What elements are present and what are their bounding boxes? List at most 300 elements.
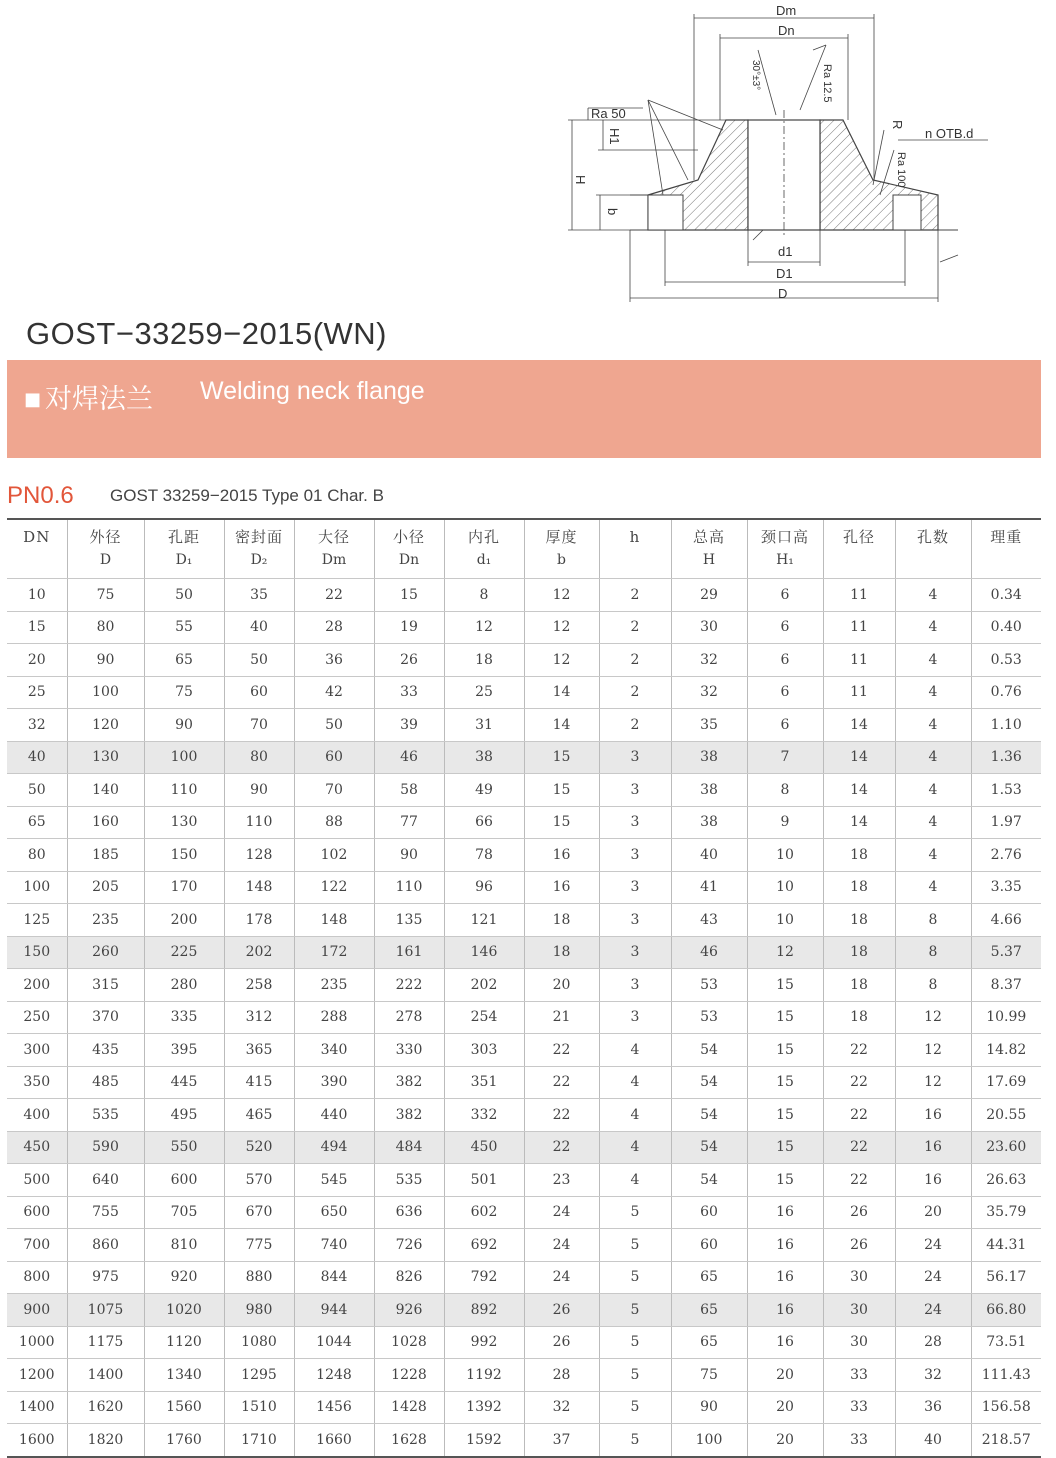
table-cell: 185 (67, 839, 144, 872)
table-cell: 22 (294, 579, 374, 612)
dimension-table (7, 518, 1041, 1458)
table-cell: 22 (823, 1099, 895, 1132)
column-header-symbol: H (702, 552, 716, 568)
table-cell: 520 (224, 1131, 294, 1164)
table-cell: 26 (374, 644, 444, 677)
table-cell: 60 (224, 676, 294, 709)
label-dm: Dm (776, 3, 797, 18)
table-cell: 4 (895, 644, 971, 677)
table-cell: 14 (823, 774, 895, 807)
table-cell: 8 (444, 579, 524, 612)
table-cell: 1080 (224, 1326, 294, 1359)
flange-section (630, 110, 958, 235)
table-cell: 24 (895, 1261, 971, 1294)
table-cell: 161 (374, 936, 444, 969)
table-cell: 1456 (294, 1391, 374, 1424)
table-cell: 2 (599, 709, 671, 742)
column-header (294, 519, 374, 579)
column-header (524, 519, 599, 579)
table-cell: 15 (524, 806, 599, 839)
table-cell: 3 (599, 969, 671, 1002)
table-cell: 335 (144, 1001, 224, 1034)
column-header-symbol: Dn (398, 552, 420, 568)
table-cell: 40 (224, 611, 294, 644)
table-cell: 178 (224, 904, 294, 937)
table-cell: 96 (444, 871, 524, 904)
table-cell: 1228 (374, 1359, 444, 1392)
table-cell: 1392 (444, 1391, 524, 1424)
table-cell: 140 (67, 774, 144, 807)
table-cell: 18 (823, 839, 895, 872)
table-cell: 450 (444, 1131, 524, 1164)
column-header (67, 519, 144, 579)
table-cell: 4.66 (971, 904, 1041, 937)
table-cell: 65 (671, 1261, 747, 1294)
table-cell: 22 (823, 1131, 895, 1164)
table-row (7, 1099, 1041, 1132)
table-cell: 382 (374, 1066, 444, 1099)
table-cell: 16 (747, 1196, 823, 1229)
table-cell: 14 (823, 806, 895, 839)
table-cell: 25 (7, 676, 67, 709)
table-cell: 100 (67, 676, 144, 709)
table-cell: 39 (374, 709, 444, 742)
table-cell: 570 (224, 1164, 294, 1197)
table-cell: 26 (524, 1326, 599, 1359)
table-cell: 280 (144, 969, 224, 1002)
table-cell: 32 (671, 676, 747, 709)
column-header (144, 519, 224, 579)
table-row (7, 1326, 1041, 1359)
table-cell: 1400 (67, 1359, 144, 1392)
table-cell: 35 (671, 709, 747, 742)
table-cell: 22 (524, 1099, 599, 1132)
table-cell: 330 (374, 1034, 444, 1067)
table-cell: 26 (823, 1229, 895, 1262)
table-cell: 0.76 (971, 676, 1041, 709)
table-row (7, 1359, 1041, 1392)
table-cell: 5 (599, 1424, 671, 1457)
table-cell: 12 (895, 1034, 971, 1067)
table-cell: 920 (144, 1261, 224, 1294)
table-cell: 1400 (7, 1391, 67, 1424)
table-cell: 150 (144, 839, 224, 872)
table-cell: 250 (7, 1001, 67, 1034)
table-cell: 90 (671, 1391, 747, 1424)
table-row (7, 741, 1041, 774)
table-cell: 415 (224, 1066, 294, 1099)
table-cell: 33 (823, 1359, 895, 1392)
table-cell: 8 (895, 904, 971, 937)
table-cell: 5.37 (971, 936, 1041, 969)
table-cell: 65 (7, 806, 67, 839)
table-cell: 125 (7, 904, 67, 937)
table-cell: 5 (599, 1261, 671, 1294)
table-cell: 844 (294, 1261, 374, 1294)
table-cell: 11 (823, 611, 895, 644)
label-d1: d1 (778, 244, 793, 259)
dimension-table-container (7, 518, 1041, 1458)
banner-title-zh: 对焊法兰 (45, 384, 153, 415)
table-cell: 4 (895, 871, 971, 904)
label-angle: 30°±3° (750, 60, 761, 91)
table-cell: 24 (524, 1196, 599, 1229)
table-cell: 30 (823, 1326, 895, 1359)
table-cell: 200 (7, 969, 67, 1002)
table-cell: 15 (374, 579, 444, 612)
table-cell: 3 (599, 936, 671, 969)
table-cell: 12 (524, 611, 599, 644)
table-cell: 4 (895, 611, 971, 644)
table-cell: 70 (224, 709, 294, 742)
label-ra-50: Ra 50 (591, 106, 626, 121)
table-row (7, 806, 1041, 839)
table-cell: 35 (224, 579, 294, 612)
table-cell: 19 (374, 611, 444, 644)
table-cell: 8 (895, 969, 971, 1002)
table-cell: 58 (374, 774, 444, 807)
table-cell: 6 (747, 709, 823, 742)
table-cell: 6 (747, 644, 823, 677)
column-header (747, 519, 823, 579)
table-cell: 880 (224, 1261, 294, 1294)
table-cell: 1820 (67, 1424, 144, 1457)
table-body (7, 579, 1041, 1457)
table-cell: 1340 (144, 1359, 224, 1392)
table-cell: 590 (67, 1131, 144, 1164)
table-row (7, 1424, 1041, 1457)
table-cell: 90 (224, 774, 294, 807)
table-cell: 17.69 (971, 1066, 1041, 1099)
label-d1-pcd: D1 (776, 266, 793, 281)
table-cell: 20 (747, 1391, 823, 1424)
table-cell: 465 (224, 1099, 294, 1132)
table-cell: 4 (895, 839, 971, 872)
table-cell: 14.82 (971, 1034, 1041, 1067)
column-header (823, 519, 895, 579)
table-cell: 30 (671, 611, 747, 644)
table-cell: 14 (524, 676, 599, 709)
column-header-symbol: D (99, 552, 112, 568)
table-cell: 80 (67, 611, 144, 644)
table-cell: 222 (374, 969, 444, 1002)
column-header (444, 519, 524, 579)
table-cell: 46 (671, 936, 747, 969)
table-cell: 29 (671, 579, 747, 612)
column-header-label: DN (23, 528, 51, 546)
table-cell: 54 (671, 1131, 747, 1164)
table-cell: 110 (144, 774, 224, 807)
banner-title-en: Welding neck flange (200, 377, 425, 405)
table-cell: 365 (224, 1034, 294, 1067)
label-ra-100: Ra 100 (895, 152, 907, 188)
table-cell: 2.76 (971, 839, 1041, 872)
table-cell: 235 (294, 969, 374, 1002)
table-cell: 33 (823, 1424, 895, 1457)
table-cell: 0.53 (971, 644, 1041, 677)
column-header (374, 519, 444, 579)
table-cell: 8.37 (971, 969, 1041, 1002)
table-cell: 602 (444, 1196, 524, 1229)
table-cell: 23.60 (971, 1131, 1041, 1164)
table-cell: 550 (144, 1131, 224, 1164)
table-cell: 1628 (374, 1424, 444, 1457)
table-row (7, 839, 1041, 872)
table-cell: 16 (747, 1326, 823, 1359)
table-cell: 36 (294, 644, 374, 677)
table-cell: 1620 (67, 1391, 144, 1424)
table-cell: 130 (67, 741, 144, 774)
table-cell: 640 (67, 1164, 144, 1197)
table-cell: 4 (599, 1034, 671, 1067)
column-header-label: 孔数 (916, 528, 949, 546)
table-row (7, 871, 1041, 904)
label-ra-12-5: Ra 12.5 (821, 64, 833, 103)
table-cell: 218.57 (971, 1424, 1041, 1457)
table-cell: 1428 (374, 1391, 444, 1424)
table-cell: 12 (524, 579, 599, 612)
table-cell: 66 (444, 806, 524, 839)
table-cell: 1592 (444, 1424, 524, 1457)
table-cell: 15 (747, 1099, 823, 1132)
table-cell: 1020 (144, 1294, 224, 1327)
table-cell: 54 (671, 1034, 747, 1067)
table-cell: 32 (524, 1391, 599, 1424)
table-cell: 46 (374, 741, 444, 774)
table-cell: 33 (374, 676, 444, 709)
table-cell: 200 (144, 904, 224, 937)
column-header (7, 519, 67, 579)
table-cell: 15 (747, 1001, 823, 1034)
table-cell: 10 (747, 871, 823, 904)
table-cell: 10 (747, 839, 823, 872)
table-cell: 6 (747, 579, 823, 612)
table-cell: 24 (524, 1261, 599, 1294)
table-cell: 22 (823, 1164, 895, 1197)
table-cell: 303 (444, 1034, 524, 1067)
table-cell: 4 (599, 1066, 671, 1099)
table-cell: 170 (144, 871, 224, 904)
table-cell: 80 (7, 839, 67, 872)
table-cell: 54 (671, 1099, 747, 1132)
table-cell: 980 (224, 1294, 294, 1327)
table-row (7, 1066, 1041, 1099)
table-header-row (7, 519, 1041, 579)
table-cell: 50 (144, 579, 224, 612)
table-cell: 535 (374, 1164, 444, 1197)
table-cell: 1120 (144, 1326, 224, 1359)
table-cell: 1200 (7, 1359, 67, 1392)
table-cell: 1175 (67, 1326, 144, 1359)
table-cell: 36 (895, 1391, 971, 1424)
table-cell: 75 (144, 676, 224, 709)
column-header-label: 外径 (89, 528, 122, 546)
table-cell: 32 (895, 1359, 971, 1392)
table-cell: 22 (524, 1034, 599, 1067)
table-cell: 26 (823, 1196, 895, 1229)
table-cell: 944 (294, 1294, 374, 1327)
table-cell: 254 (444, 1001, 524, 1034)
table-cell: 35.79 (971, 1196, 1041, 1229)
table-cell: 4 (895, 709, 971, 742)
label-d: D (778, 286, 788, 301)
table-cell: 435 (67, 1034, 144, 1067)
table-row (7, 644, 1041, 677)
table-cell: 18 (823, 904, 895, 937)
table-cell: 60 (671, 1229, 747, 1262)
table-cell: 440 (294, 1099, 374, 1132)
table-cell: 755 (67, 1196, 144, 1229)
table-cell: 135 (374, 904, 444, 937)
table-cell: 1600 (7, 1424, 67, 1457)
table-cell: 10 (7, 579, 67, 612)
table-cell: 40 (895, 1424, 971, 1457)
table-cell: 22 (823, 1066, 895, 1099)
page-title: GOST−33259−2015(WN) (26, 316, 388, 351)
table-cell: 90 (374, 839, 444, 872)
table-cell: 111.43 (971, 1359, 1041, 1392)
column-header-symbol: b (557, 552, 566, 568)
column-header-symbol: D₂ (250, 552, 268, 568)
label-r: R (890, 120, 905, 130)
table-cell: 4 (599, 1131, 671, 1164)
table-cell: 600 (144, 1164, 224, 1197)
column-header-label: 孔径 (842, 528, 875, 546)
table-cell: 235 (67, 904, 144, 937)
table-cell: 5 (599, 1229, 671, 1262)
table-cell: 382 (374, 1099, 444, 1132)
table-cell: 40 (7, 741, 67, 774)
table-row (7, 1229, 1041, 1262)
table-cell: 350 (7, 1066, 67, 1099)
table-cell: 54 (671, 1066, 747, 1099)
table-cell: 545 (294, 1164, 374, 1197)
table-cell: 53 (671, 1001, 747, 1034)
table-cell: 14 (823, 709, 895, 742)
table-cell: 4 (895, 741, 971, 774)
table-cell: 20 (895, 1196, 971, 1229)
table-cell: 12 (747, 936, 823, 969)
label-h: H (573, 175, 588, 185)
table-cell: 14 (823, 741, 895, 774)
table-row (7, 1391, 1041, 1424)
table-row (7, 1131, 1041, 1164)
table-cell: 3 (599, 806, 671, 839)
table-cell: 926 (374, 1294, 444, 1327)
table-cell: 172 (294, 936, 374, 969)
table-cell: 28 (524, 1359, 599, 1392)
table-cell: 146 (444, 936, 524, 969)
table-cell: 258 (224, 969, 294, 1002)
table-cell: 1028 (374, 1326, 444, 1359)
table-cell: 445 (144, 1066, 224, 1099)
table-cell: 16 (524, 839, 599, 872)
table-cell: 6 (747, 611, 823, 644)
table-cell: 1.10 (971, 709, 1041, 742)
table-cell: 90 (144, 709, 224, 742)
table-cell: 494 (294, 1131, 374, 1164)
table-cell: 650 (294, 1196, 374, 1229)
table-cell: 370 (67, 1001, 144, 1034)
table-row (7, 1196, 1041, 1229)
table-row (7, 904, 1041, 937)
table-cell: 1044 (294, 1326, 374, 1359)
table-cell: 16 (747, 1229, 823, 1262)
table-cell: 2 (599, 611, 671, 644)
table-cell: 3 (599, 871, 671, 904)
table-cell: 312 (224, 1001, 294, 1034)
label-holes: n OTB.d (925, 126, 974, 141)
table-cell: 810 (144, 1229, 224, 1262)
table-cell: 150 (7, 936, 67, 969)
table-cell: 0.34 (971, 579, 1041, 612)
flange-cross-section-drawing (548, 0, 974, 305)
table-cell: 77 (374, 806, 444, 839)
table-cell: 65 (671, 1294, 747, 1327)
table-cell: 100 (7, 871, 67, 904)
table-cell: 15 (747, 969, 823, 1002)
table-cell: 16 (895, 1131, 971, 1164)
table-cell: 700 (7, 1229, 67, 1262)
table-cell: 38 (671, 806, 747, 839)
table-cell: 860 (67, 1229, 144, 1262)
table-cell: 3 (599, 774, 671, 807)
table-cell: 1075 (67, 1294, 144, 1327)
table-cell: 5 (599, 1391, 671, 1424)
table-cell: 11 (823, 676, 895, 709)
table-cell: 3 (599, 904, 671, 937)
table-cell: 30 (823, 1294, 895, 1327)
table-cell: 38 (671, 774, 747, 807)
column-header-label: 厚度 (545, 528, 578, 546)
table-cell: 4 (599, 1099, 671, 1132)
table-cell: 90 (67, 644, 144, 677)
table-cell: 3.35 (971, 871, 1041, 904)
table-cell: 4 (895, 579, 971, 612)
table-cell: 5 (599, 1326, 671, 1359)
table-cell: 225 (144, 936, 224, 969)
table-cell: 23 (524, 1164, 599, 1197)
table-cell: 332 (444, 1099, 524, 1132)
table-cell: 4 (599, 1164, 671, 1197)
table-cell: 692 (444, 1229, 524, 1262)
column-header-label: 大径 (317, 528, 350, 546)
table-cell: 40 (671, 839, 747, 872)
table-cell: 16 (747, 1294, 823, 1327)
column-header-label: 内孔 (467, 528, 500, 546)
table-cell: 12 (895, 1066, 971, 1099)
table-cell: 3 (599, 839, 671, 872)
table-cell: 65 (671, 1326, 747, 1359)
table-cell: 9 (747, 806, 823, 839)
table-cell: 1710 (224, 1424, 294, 1457)
table-cell: 50 (7, 774, 67, 807)
table-cell: 1.97 (971, 806, 1041, 839)
table-cell: 30 (823, 1261, 895, 1294)
table-cell: 100 (671, 1424, 747, 1457)
table-cell: 395 (144, 1034, 224, 1067)
table-cell: 4 (895, 676, 971, 709)
table-cell: 33 (823, 1391, 895, 1424)
table-cell: 25 (444, 676, 524, 709)
table-row (7, 611, 1041, 644)
table-row (7, 1034, 1041, 1067)
table-cell: 2 (599, 676, 671, 709)
table-cell: 351 (444, 1066, 524, 1099)
label-dn: Dn (778, 23, 795, 38)
table-row (7, 936, 1041, 969)
table-cell: 130 (144, 806, 224, 839)
